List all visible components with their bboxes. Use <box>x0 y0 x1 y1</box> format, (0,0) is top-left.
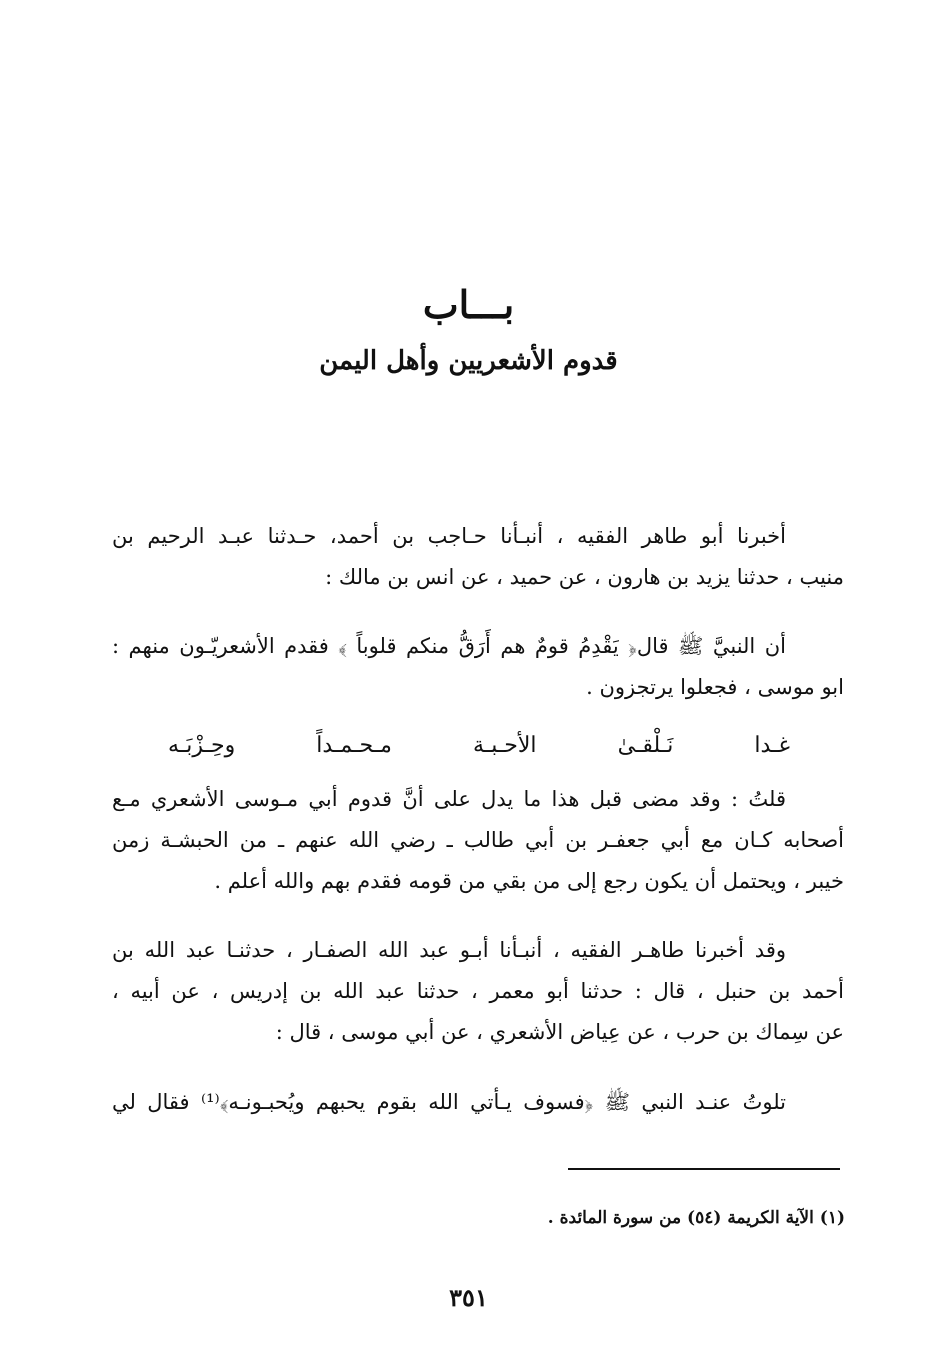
verse-word: وحِـزْبَـه <box>168 733 236 758</box>
footnote: (١) الآية الكريمة (٥٤) من سورة المائدة . <box>547 1208 845 1228</box>
chapter-title: قدوم الأشعريين وأهل اليمن <box>319 346 618 376</box>
text-line: ابو موسى ، فجعلوا يرتجزون . <box>586 675 844 699</box>
text-line: وقد أخبرنا طاهـر الفقيه ، أنبـأنا أبـو عبد الله الصفـار ، حدثنـا عبد الله بن <box>112 938 786 962</box>
text-line: منيب ، حدثنا يزيد بن هارون ، عن حميد ، عن انس بن مالك : <box>325 565 844 589</box>
text-line: أحمد بن حنبل ، قال : حدثنا أبو معمر ، حدثنا عبد الله بن إدريس ، عن أبيه ، <box>112 979 844 1003</box>
chapter-heading: بـــاب <box>422 282 515 327</box>
paragraph-isnad-1 <box>112 516 844 598</box>
verse-word: الأحـبـة <box>472 733 537 758</box>
paragraph-hadith-1 <box>112 626 844 708</box>
verse-word: نَـلْقـىٰ <box>617 733 674 758</box>
paragraph-commentary <box>112 779 844 902</box>
verse-word: مـحـمـداً <box>316 733 392 758</box>
text-line: خيبر ، ويحتمل أن يكون رجع إلى من بقي من قومه فقدم بهم والله أعلم . <box>214 869 844 893</box>
verse-line <box>168 733 790 758</box>
verse-word: غـدا <box>754 733 790 758</box>
text-line: أن النبيَّ ﷺ قال﴿ يَقْدِمُ قومٌ هم أَرَقُّ منكم قلوباً ﴾ فقدم الأشعريّـون منهم : <box>112 634 786 658</box>
text-line: أخبرنا أبو طاهر الفقيه ، أنبـأنا حـاجب بن أحمد، حـدثنا عبـد الرحيم بن <box>112 524 786 548</box>
paragraph-isnad-2 <box>112 930 844 1053</box>
text-line: تلوتُ عنـد النبي ﷺ ﴿فسوف يـأتي الله بقوم يحبهم ويُحبـونـه﴾⁽¹⁾ فقال لي <box>112 1090 786 1114</box>
page-number: ٣٥١ <box>449 1283 488 1312</box>
footnote-divider <box>568 1168 840 1170</box>
paragraph-hadith-2 <box>112 1082 844 1123</box>
text-line: أصحابه كـان مع أبي جعفـر بن أبي طالب ـ رضي الله عنهم ـ من الحبشـة زمن <box>112 828 844 852</box>
text-line: قلتُ : وقد مضى قبل هذا ما يدل على أنَّ قدوم أبي مـوسى الأشعري مـع <box>112 787 786 811</box>
text-line: عن سِماك بن حرب ، عن عِياض الأشعري ، عن أبي موسى ، قال : <box>275 1020 844 1044</box>
